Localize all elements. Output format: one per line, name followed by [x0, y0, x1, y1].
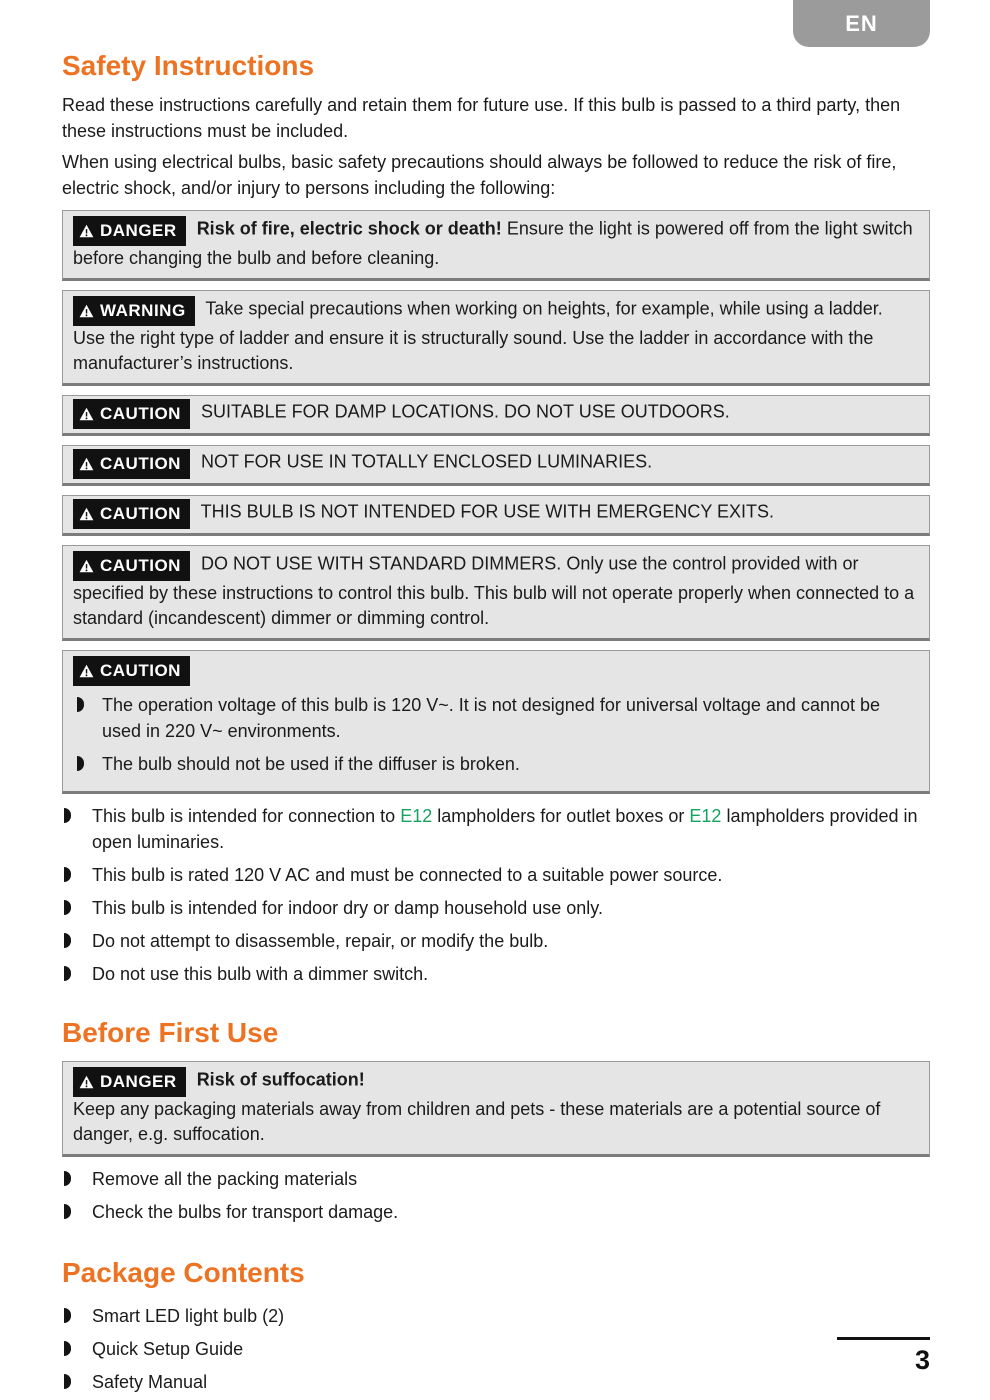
list-item — [73, 751, 919, 777]
caution-badge-label: CAUTION — [100, 404, 181, 423]
warning-badge-label: WARNING — [100, 301, 186, 320]
half-disc-bullet-icon — [64, 900, 71, 915]
lampholder-text-pre: This bulb is intended for connection to — [92, 806, 396, 826]
caution-body-text: THIS BULB IS NOT INTENDED FOR USE WITH EMERGENCY EXITS. — [200, 501, 775, 522]
danger-badge — [73, 1067, 186, 1097]
half-disc-bullet-icon — [77, 697, 84, 712]
danger-bold-text: Risk of fire, electric shock or death! — [196, 218, 502, 239]
caution-badge — [73, 399, 190, 429]
caution-badge-label: CAUTION — [100, 556, 181, 575]
list-item-text: This bulb is rated 120 V AC and must be connected to a suitable power source. — [92, 865, 723, 885]
warning-triangle-icon — [79, 457, 94, 471]
language-tab-label: EN — [845, 10, 878, 36]
list-item-text: Check the bulbs for transport damage. — [92, 1202, 399, 1222]
half-disc-bullet-icon — [64, 933, 71, 948]
half-disc-bullet-icon — [64, 966, 71, 981]
caution-body-text: SUITABLE FOR DAMP LOCATIONS. DO NOT USE OUTDOORS. — [200, 401, 730, 422]
before-first-use-heading: Before First Use — [62, 1017, 279, 1048]
list-item — [62, 862, 930, 888]
list-item-text: Quick Setup Guide — [92, 1339, 244, 1359]
page-footer — [837, 1337, 930, 1376]
list-item-text: This bulb is intended for indoor dry or damp household use only. — [92, 898, 603, 918]
warning-triangle-icon — [79, 559, 94, 573]
caution-box-damp-locations — [62, 395, 930, 436]
caution-badge-label: CAUTION — [100, 504, 181, 523]
danger-bold-text: Risk of suffocation! — [196, 1069, 365, 1090]
intro-paragraph-1: Read these instructions carefully and retain them for future use. If this bulb is passed to a third party, then these instructions must be included. — [62, 95, 901, 141]
half-disc-bullet-icon — [64, 1374, 71, 1389]
caution-body-text: NOT FOR USE IN TOTALLY ENCLOSED LUMINARIES. — [200, 451, 653, 472]
list-item — [62, 1166, 930, 1192]
warning-triangle-icon — [79, 507, 94, 521]
package-contents-heading: Package Contents — [62, 1257, 305, 1288]
caution-box-voltage — [62, 650, 930, 794]
warning-triangle-icon — [79, 407, 94, 421]
list-item — [62, 961, 930, 987]
danger-box-suffocation — [62, 1061, 930, 1157]
danger-badge-label: DANGER — [100, 1072, 177, 1091]
list-item-text: Do not use this bulb with a dimmer switch. — [92, 964, 429, 984]
list-item — [62, 928, 930, 954]
list-item — [62, 895, 930, 921]
list-item — [62, 1369, 930, 1395]
half-disc-bullet-icon — [64, 1204, 71, 1219]
lampholder-text-mid: lampholders for outlet boxes or — [437, 806, 685, 826]
warning-triangle-icon — [79, 304, 94, 318]
list-item — [73, 692, 919, 744]
half-disc-bullet-icon — [64, 1171, 71, 1186]
caution-badge-label: CAUTION — [100, 661, 181, 680]
list-item — [62, 1303, 930, 1329]
list-item-text: Smart LED light bulb (2) — [92, 1306, 285, 1326]
danger-badge-label: DANGER — [100, 221, 177, 240]
warning-triangle-icon — [79, 664, 94, 678]
list-item-text: Safety Manual — [92, 1372, 208, 1392]
warning-triangle-icon — [79, 224, 94, 238]
half-disc-bullet-icon — [64, 1341, 71, 1356]
e12-link-2[interactable]: E12 — [689, 806, 722, 826]
caution-badge — [73, 449, 190, 479]
list-item-text: The operation voltage of this bulb is 120 V~. It is not designed for universal voltage and cannot be used in 220 V~ environments. — [102, 695, 881, 741]
warning-badge — [73, 296, 195, 326]
language-tab — [793, 0, 930, 47]
half-disc-bullet-icon — [64, 1308, 71, 1323]
danger-body-text: Ensure the light is powered off from the light switch before changing the bulb and before cleaning. — [73, 218, 913, 268]
half-disc-bullet-icon — [77, 756, 84, 771]
list-item-text: Do not attempt to disassemble, repair, or modify the bulb. — [92, 931, 549, 951]
warning-body-text: Take special precautions when working on heights, for example, while using a ladder. Use the right type of ladder and ensure it is structurally sound. Use the ladder in accordance with the manufacturer’s instructions. — [73, 298, 883, 373]
caution-box-enclosed-luminaries — [62, 445, 930, 486]
caution-body-text: DO NOT USE WITH STANDARD DIMMERS. Only use the control provided with or specified by these instructions to control this bulb. This bulb will not operate properly when connected to a standard (incandescent) dimmer or dimming control. — [73, 553, 915, 628]
page-number: 3 — [914, 1345, 930, 1375]
e12-link-1[interactable]: E12 — [400, 806, 433, 826]
list-item-text — [92, 803, 930, 855]
intro-paragraph-2: When using electrical bulbs, basic safety precautions should always be followed to reduce the risk of fire, electric shock, and/or injury to persons including the following: — [62, 152, 897, 198]
list-item-text: The bulb should not be used if the diffuser is broken. — [102, 754, 520, 774]
caution-badge — [73, 551, 190, 581]
danger-box-fire-shock — [62, 210, 930, 281]
list-item — [62, 1336, 930, 1362]
lampholder-text-post: lampholders provided in open luminaries. — [92, 806, 918, 852]
caution-box-dimmers — [62, 545, 930, 641]
list-item-text: Remove all the packing materials — [92, 1169, 358, 1189]
caution-box-emergency-exits — [62, 495, 930, 536]
caution-badge — [73, 499, 190, 529]
list-item-lampholders — [62, 803, 930, 855]
danger-badge — [73, 216, 186, 246]
half-disc-bullet-icon — [64, 808, 71, 823]
list-item — [62, 1199, 930, 1225]
caution-badge-label: CAUTION — [100, 454, 181, 473]
caution-badge — [73, 656, 190, 686]
danger-body-text: Keep any packaging materials away from children and pets - these materials are a potential source of danger, e.g. suffocation. — [73, 1099, 881, 1144]
half-disc-bullet-icon — [64, 867, 71, 882]
warning-triangle-icon — [79, 1075, 94, 1089]
safety-instructions-heading: Safety Instructions — [62, 50, 315, 81]
warning-box-ladder — [62, 290, 930, 386]
